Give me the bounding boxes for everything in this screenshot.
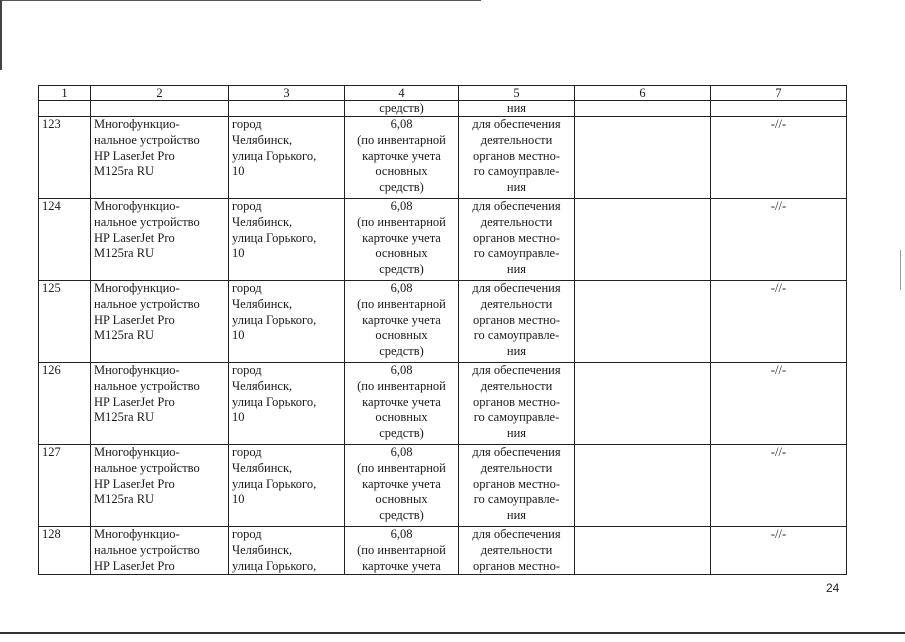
property-table [38, 85, 847, 575]
item-address-line: улица Горького, [232, 476, 317, 491]
item-value-line: 6,08 [390, 445, 413, 459]
item-address-line: город [232, 281, 262, 295]
item-purpose-line: органов местно- [472, 558, 561, 573]
item-col6 [575, 363, 711, 445]
item-address-line: 10 [232, 492, 245, 507]
item-address-line: 10 [232, 328, 245, 343]
item-address-line: Челябинск, [232, 214, 293, 229]
item-purpose [459, 527, 575, 575]
item-name-line: Многофункцио- [94, 281, 180, 295]
item-purpose [459, 281, 575, 363]
item-purpose-line: ния [506, 262, 527, 277]
continuation-col-4: средств) [345, 101, 459, 117]
item-value-line: (по инвентарной [357, 460, 446, 475]
page-number: 24 [826, 581, 840, 595]
table-row [39, 281, 847, 363]
item-purpose-line: го самоуправле- [473, 328, 560, 343]
item-name-line: M125ra RU [94, 410, 155, 425]
item-address-line: улица Горького, [232, 558, 317, 573]
item-address [229, 199, 345, 281]
item-address-line: Челябинск, [232, 132, 293, 147]
item-address-line: Челябинск, [232, 460, 293, 475]
header-col-3: 3 [229, 86, 345, 101]
item-value-line: (по инвентарной [357, 542, 446, 557]
item-address-line: улица Горького, [232, 148, 317, 163]
item-value-line: (по инвентарной [357, 296, 446, 311]
item-address [229, 527, 345, 575]
continuation-col-6 [575, 101, 711, 117]
item-value-line: карточке учета [362, 558, 441, 573]
item-address [229, 363, 345, 445]
item-purpose-line: для обеспечения [472, 363, 561, 377]
item-value-line: карточке учета [362, 230, 441, 245]
item-value-line: (по инвентарной [357, 132, 446, 147]
item-value-line: средств) [379, 180, 424, 195]
item-address-line: 10 [232, 410, 245, 425]
item-purpose-line: деятельности [480, 214, 553, 229]
row-number: 123 [39, 117, 91, 199]
item-name-line: M125ra RU [94, 246, 155, 261]
item-col7: -//- [711, 199, 847, 281]
item-value [345, 281, 459, 363]
item-value-line: 6,08 [390, 199, 413, 213]
item-value-line: средств) [379, 344, 424, 359]
table-row [39, 445, 847, 527]
row-number: 126 [39, 363, 91, 445]
item-value-line: 6,08 [390, 117, 413, 131]
item-purpose-line: го самоуправле- [473, 246, 560, 261]
item-name-line: Многофункцио- [94, 527, 180, 541]
item-name-line: Многофункцио- [94, 363, 180, 377]
item-purpose [459, 117, 575, 199]
item-purpose-line: органов местно- [472, 230, 561, 245]
item-name-line: нальное устройство [94, 542, 200, 557]
item-name-line: нальное устройство [94, 296, 200, 311]
item-purpose-line: для обеспечения [472, 281, 561, 295]
row-number: 124 [39, 199, 91, 281]
item-value [345, 445, 459, 527]
item-name [91, 527, 229, 575]
item-name-line: Многофункцио- [94, 445, 180, 459]
item-name-line: HP LaserJet Pro [94, 148, 175, 163]
scan-edge-top [0, 0, 481, 4]
item-purpose-line: органов местно- [472, 394, 561, 409]
item-value-line: (по инвентарной [357, 214, 446, 229]
scan-edge-right [900, 250, 903, 290]
item-purpose-line: ния [506, 180, 527, 195]
item-address-line: город [232, 363, 262, 377]
item-purpose [459, 199, 575, 281]
item-value-line: основных [375, 410, 428, 425]
item-name [91, 445, 229, 527]
item-value-line: основных [375, 246, 428, 261]
table-row [39, 117, 847, 199]
item-name [91, 281, 229, 363]
table-row [39, 199, 847, 281]
column-number-row [39, 86, 847, 101]
header-col-5: 5 [459, 86, 575, 101]
item-value-line: средств) [379, 426, 424, 441]
item-purpose-line: деятельности [480, 460, 553, 475]
header-col-4: 4 [345, 86, 459, 101]
item-col7: -//- [711, 445, 847, 527]
item-col6 [575, 527, 711, 575]
item-value [345, 199, 459, 281]
item-address-line: город [232, 445, 262, 459]
item-purpose-line: ния [506, 426, 527, 441]
item-name-line: HP LaserJet Pro [94, 558, 175, 573]
table-row [39, 527, 847, 575]
item-name-line: HP LaserJet Pro [94, 394, 175, 409]
item-value [345, 117, 459, 199]
item-name-line: M125ra RU [94, 164, 155, 179]
item-purpose-line: органов местно- [472, 312, 561, 327]
item-address-line: город [232, 199, 262, 213]
continuation-col-3 [229, 101, 345, 117]
item-value-line: (по инвентарной [357, 378, 446, 393]
item-value-line: основных [375, 164, 428, 179]
item-name [91, 199, 229, 281]
item-name-line: Многофункцио- [94, 117, 180, 131]
item-purpose-line: деятельности [480, 542, 553, 557]
item-col7: -//- [711, 363, 847, 445]
scan-edge-left [0, 0, 5, 70]
item-name-line: M125ra RU [94, 328, 155, 343]
item-purpose-line: ния [506, 508, 527, 523]
item-col6 [575, 281, 711, 363]
item-address [229, 281, 345, 363]
item-name-line: нальное устройство [94, 378, 200, 393]
item-value-line: карточке учета [362, 148, 441, 163]
item-address-line: Челябинск, [232, 378, 293, 393]
header-col-1: 1 [39, 86, 91, 101]
item-address-line: улица Горького, [232, 394, 317, 409]
item-address-line: улица Горького, [232, 312, 317, 327]
item-value-line: средств) [379, 508, 424, 523]
item-purpose-line: го самоуправле- [473, 164, 560, 179]
header-col-7: 7 [711, 86, 847, 101]
item-address-line: Челябинск, [232, 296, 293, 311]
continuation-col-1 [39, 101, 91, 117]
table-row [39, 363, 847, 445]
item-purpose-line: органов местно- [472, 148, 561, 163]
item-address-line: улица Горького, [232, 230, 317, 245]
item-address-line: 10 [232, 246, 245, 261]
item-name-line: HP LaserJet Pro [94, 230, 175, 245]
scan-edge-bottom [0, 632, 905, 642]
continuation-col-5: ния [459, 101, 575, 117]
row-number: 128 [39, 527, 91, 575]
item-purpose-line: го самоуправле- [473, 410, 560, 425]
item-name-line: нальное устройство [94, 132, 200, 147]
header-col-6: 6 [575, 86, 711, 101]
item-name-line: нальное устройство [94, 460, 200, 475]
item-purpose-line: для обеспечения [472, 527, 561, 541]
header-col-2: 2 [91, 86, 229, 101]
item-purpose-line: деятельности [480, 296, 553, 311]
continuation-col-2 [91, 101, 229, 117]
item-name-line: HP LaserJet Pro [94, 476, 175, 491]
item-purpose-line: для обеспечения [472, 199, 561, 213]
item-address-line: 10 [232, 164, 245, 179]
item-address [229, 117, 345, 199]
item-address-line: Челябинск, [232, 542, 293, 557]
item-name-line: HP LaserJet Pro [94, 312, 175, 327]
item-value-line: 6,08 [390, 281, 413, 295]
item-purpose-line: ния [506, 344, 527, 359]
item-name-line: Многофункцио- [94, 199, 180, 213]
row-number: 127 [39, 445, 91, 527]
item-purpose-line: органов местно- [472, 476, 561, 491]
item-purpose-line: го самоуправле- [473, 492, 560, 507]
item-purpose [459, 363, 575, 445]
item-address [229, 445, 345, 527]
item-value [345, 363, 459, 445]
row-number: 125 [39, 281, 91, 363]
item-value-line: карточке учета [362, 394, 441, 409]
item-name [91, 363, 229, 445]
item-col7: -//- [711, 117, 847, 199]
item-col7: -//- [711, 281, 847, 363]
item-value-line: основных [375, 328, 428, 343]
item-address-line: город [232, 527, 262, 541]
item-purpose-line: для обеспечения [472, 445, 561, 459]
continuation-col-7 [711, 101, 847, 117]
item-value [345, 527, 459, 575]
item-name [91, 117, 229, 199]
item-value-line: 6,08 [390, 363, 413, 377]
item-col6 [575, 445, 711, 527]
item-purpose-line: деятельности [480, 378, 553, 393]
item-value-line: карточке учета [362, 476, 441, 491]
item-address-line: город [232, 117, 262, 131]
item-value-line: средств) [379, 262, 424, 277]
item-value-line: карточке учета [362, 312, 441, 327]
item-value-line: основных [375, 492, 428, 507]
item-purpose-line: для обеспечения [472, 117, 561, 131]
item-value-line: 6,08 [390, 527, 413, 541]
item-purpose-line: деятельности [480, 132, 553, 147]
continuation-row [39, 101, 847, 117]
item-purpose [459, 445, 575, 527]
item-col6 [575, 199, 711, 281]
item-col6 [575, 117, 711, 199]
item-name-line: нальное устройство [94, 214, 200, 229]
item-col7: -//- [711, 527, 847, 575]
item-name-line: M125ra RU [94, 492, 155, 507]
